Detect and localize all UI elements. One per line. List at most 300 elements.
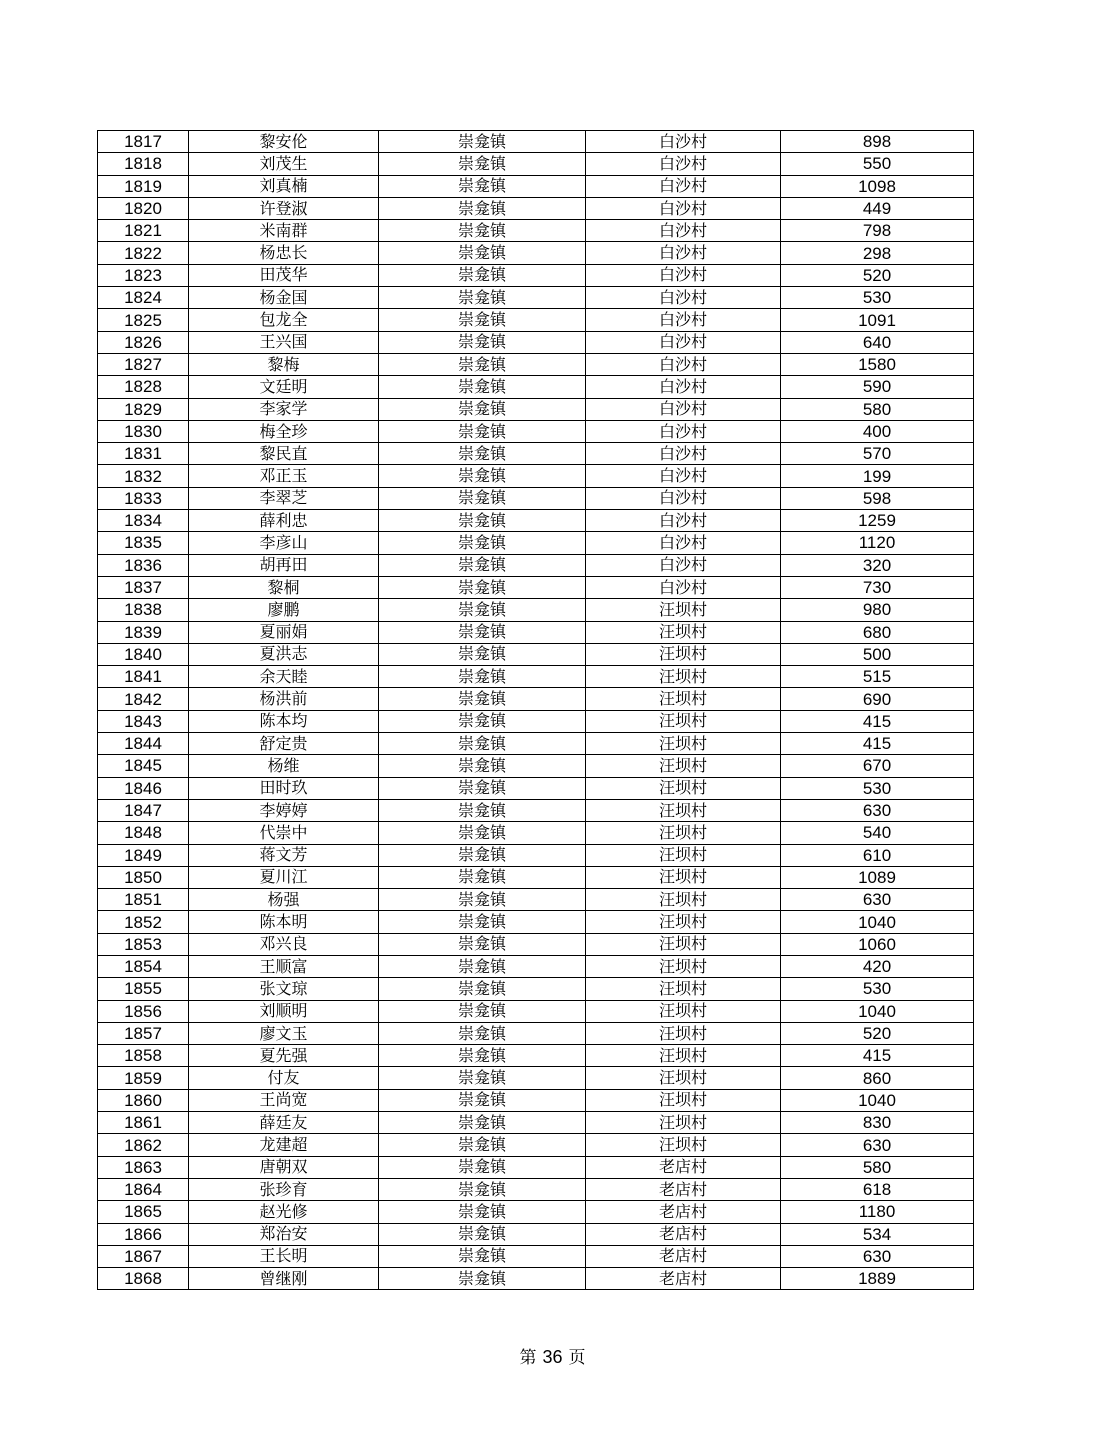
name-cell: 王尚宽 <box>189 1089 379 1111</box>
village-cell: 白沙村 <box>586 220 781 242</box>
name-cell: 曾继刚 <box>189 1268 379 1290</box>
amount-cell: 1580 <box>781 353 974 375</box>
row-number-cell: 1833 <box>98 487 189 509</box>
town-cell: 崇龛镇 <box>379 978 586 1000</box>
name-cell: 夏川江 <box>189 866 379 888</box>
amount-cell: 449 <box>781 197 974 219</box>
name-cell: 黎梅 <box>189 353 379 375</box>
name-cell: 米南群 <box>189 220 379 242</box>
page-number: 36 <box>542 1347 563 1367</box>
row-number-cell: 1845 <box>98 755 189 777</box>
row-number-cell: 1862 <box>98 1134 189 1156</box>
town-cell: 崇龛镇 <box>379 666 586 688</box>
amount-cell: 534 <box>781 1223 974 1245</box>
table-row <box>98 510 974 532</box>
row-number-cell: 1837 <box>98 576 189 598</box>
name-cell: 李翠芝 <box>189 487 379 509</box>
row-number-cell: 1855 <box>98 978 189 1000</box>
village-cell: 汪坝村 <box>586 733 781 755</box>
table-row <box>98 688 974 710</box>
village-cell: 老店村 <box>586 1178 781 1200</box>
village-cell: 汪坝村 <box>586 710 781 732</box>
amount-cell: 1091 <box>781 309 974 331</box>
town-cell: 崇龛镇 <box>379 1268 586 1290</box>
table-row <box>98 153 974 175</box>
town-cell: 崇龛镇 <box>379 487 586 509</box>
amount-cell: 1180 <box>781 1201 974 1223</box>
amount-cell: 540 <box>781 822 974 844</box>
table-row <box>98 264 974 286</box>
amount-cell: 590 <box>781 376 974 398</box>
amount-cell: 500 <box>781 643 974 665</box>
table-row <box>98 822 974 844</box>
village-cell: 汪坝村 <box>586 1089 781 1111</box>
village-cell: 白沙村 <box>586 197 781 219</box>
village-cell: 汪坝村 <box>586 666 781 688</box>
amount-cell: 1889 <box>781 1268 974 1290</box>
row-number-cell: 1829 <box>98 398 189 420</box>
footer-prefix: 第 <box>519 1348 537 1368</box>
row-number-cell: 1844 <box>98 733 189 755</box>
name-cell: 张文琼 <box>189 978 379 1000</box>
row-number-cell: 1835 <box>98 532 189 554</box>
row-number-cell: 1825 <box>98 309 189 331</box>
row-number-cell: 1853 <box>98 933 189 955</box>
table-row <box>98 933 974 955</box>
table-row <box>98 599 974 621</box>
town-cell: 崇龛镇 <box>379 844 586 866</box>
table-row <box>98 1022 974 1044</box>
table-row <box>98 1156 974 1178</box>
table-row <box>98 576 974 598</box>
amount-cell: 580 <box>781 1156 974 1178</box>
village-cell: 白沙村 <box>586 376 781 398</box>
village-cell: 白沙村 <box>586 398 781 420</box>
row-number-cell: 1824 <box>98 287 189 309</box>
town-cell: 崇龛镇 <box>379 331 586 353</box>
name-cell: 杨洪前 <box>189 688 379 710</box>
row-number-cell: 1839 <box>98 621 189 643</box>
town-cell: 崇龛镇 <box>379 911 586 933</box>
row-number-cell: 1850 <box>98 866 189 888</box>
amount-cell: 680 <box>781 621 974 643</box>
village-cell: 汪坝村 <box>586 799 781 821</box>
amount-cell: 598 <box>781 487 974 509</box>
amount-cell: 898 <box>781 131 974 153</box>
row-number-cell: 1857 <box>98 1022 189 1044</box>
row-number-cell: 1836 <box>98 554 189 576</box>
name-cell: 杨维 <box>189 755 379 777</box>
name-cell: 梅全珍 <box>189 420 379 442</box>
village-cell: 老店村 <box>586 1268 781 1290</box>
row-number-cell: 1826 <box>98 331 189 353</box>
row-number-cell: 1849 <box>98 844 189 866</box>
town-cell: 崇龛镇 <box>379 1223 586 1245</box>
town-cell: 崇龛镇 <box>379 1156 586 1178</box>
village-cell: 汪坝村 <box>586 1000 781 1022</box>
town-cell: 崇龛镇 <box>379 710 586 732</box>
amount-cell: 530 <box>781 777 974 799</box>
name-cell: 廖鹏 <box>189 599 379 621</box>
table-row <box>98 197 974 219</box>
town-cell: 崇龛镇 <box>379 443 586 465</box>
row-number-cell: 1859 <box>98 1067 189 1089</box>
village-cell: 白沙村 <box>586 353 781 375</box>
village-cell: 汪坝村 <box>586 866 781 888</box>
village-cell: 汪坝村 <box>586 1022 781 1044</box>
name-cell: 廖文玉 <box>189 1022 379 1044</box>
row-number-cell: 1847 <box>98 799 189 821</box>
amount-cell: 610 <box>781 844 974 866</box>
village-cell: 汪坝村 <box>586 621 781 643</box>
table-row <box>98 331 974 353</box>
row-number-cell: 1823 <box>98 264 189 286</box>
name-cell: 王顺富 <box>189 955 379 977</box>
row-number-cell: 1821 <box>98 220 189 242</box>
row-number-cell: 1838 <box>98 599 189 621</box>
town-cell: 崇龛镇 <box>379 510 586 532</box>
name-cell: 文廷明 <box>189 376 379 398</box>
amount-cell: 415 <box>781 1045 974 1067</box>
village-cell: 汪坝村 <box>586 755 781 777</box>
village-cell: 白沙村 <box>586 331 781 353</box>
village-cell: 老店村 <box>586 1223 781 1245</box>
name-cell: 唐朝双 <box>189 1156 379 1178</box>
town-cell: 崇龛镇 <box>379 933 586 955</box>
name-cell: 李彦山 <box>189 532 379 554</box>
village-cell: 白沙村 <box>586 443 781 465</box>
table-row <box>98 1268 974 1290</box>
name-cell: 夏先强 <box>189 1045 379 1067</box>
row-number-cell: 1818 <box>98 153 189 175</box>
name-cell: 夏洪志 <box>189 643 379 665</box>
village-cell: 汪坝村 <box>586 1134 781 1156</box>
amount-cell: 1060 <box>781 933 974 955</box>
village-cell: 白沙村 <box>586 420 781 442</box>
amount-cell: 530 <box>781 978 974 1000</box>
village-cell: 白沙村 <box>586 465 781 487</box>
table-row <box>98 733 974 755</box>
amount-cell: 1259 <box>781 510 974 532</box>
town-cell: 崇龛镇 <box>379 153 586 175</box>
name-cell: 黎民直 <box>189 443 379 465</box>
name-cell: 邓兴良 <box>189 933 379 955</box>
village-cell: 白沙村 <box>586 532 781 554</box>
table-row <box>98 755 974 777</box>
name-cell: 代崇中 <box>189 822 379 844</box>
row-number-cell: 1868 <box>98 1268 189 1290</box>
table-row <box>98 443 974 465</box>
village-cell: 汪坝村 <box>586 933 781 955</box>
row-number-cell: 1863 <box>98 1156 189 1178</box>
town-cell: 崇龛镇 <box>379 287 586 309</box>
name-cell: 王兴国 <box>189 331 379 353</box>
table-row <box>98 175 974 197</box>
town-cell: 崇龛镇 <box>379 353 586 375</box>
name-cell: 黎桐 <box>189 576 379 598</box>
name-cell: 杨金国 <box>189 287 379 309</box>
amount-cell: 640 <box>781 331 974 353</box>
name-cell: 龙建超 <box>189 1134 379 1156</box>
row-number-cell: 1866 <box>98 1223 189 1245</box>
amount-cell: 580 <box>781 398 974 420</box>
town-cell: 崇龛镇 <box>379 1045 586 1067</box>
row-number-cell: 1865 <box>98 1201 189 1223</box>
town-cell: 崇龛镇 <box>379 1245 586 1267</box>
table-row <box>98 1178 974 1200</box>
name-cell: 田时玖 <box>189 777 379 799</box>
village-cell: 汪坝村 <box>586 978 781 1000</box>
village-cell: 白沙村 <box>586 242 781 264</box>
table-row <box>98 1045 974 1067</box>
town-cell: 崇龛镇 <box>379 175 586 197</box>
amount-cell: 199 <box>781 465 974 487</box>
amount-cell: 618 <box>781 1178 974 1200</box>
table-row <box>98 1223 974 1245</box>
name-cell: 李家学 <box>189 398 379 420</box>
village-cell: 汪坝村 <box>586 599 781 621</box>
row-number-cell: 1860 <box>98 1089 189 1111</box>
town-cell: 崇龛镇 <box>379 1022 586 1044</box>
row-number-cell: 1861 <box>98 1112 189 1134</box>
name-cell: 许登淑 <box>189 197 379 219</box>
name-cell: 夏丽娟 <box>189 621 379 643</box>
row-number-cell: 1843 <box>98 710 189 732</box>
table-row <box>98 1245 974 1267</box>
amount-cell: 515 <box>781 666 974 688</box>
row-number-cell: 1858 <box>98 1045 189 1067</box>
amount-cell: 415 <box>781 733 974 755</box>
row-number-cell: 1852 <box>98 911 189 933</box>
row-number-cell: 1832 <box>98 465 189 487</box>
town-cell: 崇龛镇 <box>379 1089 586 1111</box>
table-body <box>98 131 974 1290</box>
town-cell: 崇龛镇 <box>379 955 586 977</box>
town-cell: 崇龛镇 <box>379 1112 586 1134</box>
table-row <box>98 710 974 732</box>
town-cell: 崇龛镇 <box>379 1134 586 1156</box>
town-cell: 崇龛镇 <box>379 643 586 665</box>
name-cell: 黎安伦 <box>189 131 379 153</box>
village-cell: 白沙村 <box>586 554 781 576</box>
table-row <box>98 643 974 665</box>
table-row <box>98 1000 974 1022</box>
amount-cell: 798 <box>781 220 974 242</box>
table-row <box>98 1112 974 1134</box>
village-cell: 汪坝村 <box>586 688 781 710</box>
table-row <box>98 978 974 1000</box>
name-cell: 薛廷友 <box>189 1112 379 1134</box>
row-number-cell: 1846 <box>98 777 189 799</box>
village-cell: 老店村 <box>586 1156 781 1178</box>
row-number-cell: 1828 <box>98 376 189 398</box>
village-cell: 白沙村 <box>586 309 781 331</box>
name-cell: 李婷婷 <box>189 799 379 821</box>
page-footer <box>0 1343 1105 1368</box>
town-cell: 崇龛镇 <box>379 420 586 442</box>
name-cell: 王长明 <box>189 1245 379 1267</box>
name-cell: 付友 <box>189 1067 379 1089</box>
amount-cell: 1040 <box>781 911 974 933</box>
table-row <box>98 777 974 799</box>
town-cell: 崇龛镇 <box>379 889 586 911</box>
amount-cell: 980 <box>781 599 974 621</box>
name-cell: 刘顺明 <box>189 1000 379 1022</box>
table-row <box>98 1067 974 1089</box>
amount-cell: 520 <box>781 1022 974 1044</box>
row-number-cell: 1830 <box>98 420 189 442</box>
name-cell: 刘茂生 <box>189 153 379 175</box>
name-cell: 胡再田 <box>189 554 379 576</box>
name-cell: 陈本明 <box>189 911 379 933</box>
name-cell: 包龙全 <box>189 309 379 331</box>
town-cell: 崇龛镇 <box>379 733 586 755</box>
village-cell: 汪坝村 <box>586 643 781 665</box>
amount-cell: 630 <box>781 1134 974 1156</box>
row-number-cell: 1820 <box>98 197 189 219</box>
name-cell: 郑治安 <box>189 1223 379 1245</box>
name-cell: 赵光修 <box>189 1201 379 1223</box>
town-cell: 崇龛镇 <box>379 822 586 844</box>
town-cell: 崇龛镇 <box>379 398 586 420</box>
amount-cell: 415 <box>781 710 974 732</box>
town-cell: 崇龛镇 <box>379 755 586 777</box>
table-row <box>98 487 974 509</box>
table-row <box>98 889 974 911</box>
village-cell: 白沙村 <box>586 175 781 197</box>
amount-cell: 570 <box>781 443 974 465</box>
village-cell: 汪坝村 <box>586 1045 781 1067</box>
village-cell: 老店村 <box>586 1245 781 1267</box>
town-cell: 崇龛镇 <box>379 264 586 286</box>
amount-cell: 1040 <box>781 1089 974 1111</box>
table-row <box>98 532 974 554</box>
village-cell: 白沙村 <box>586 510 781 532</box>
amount-cell: 670 <box>781 755 974 777</box>
table-row <box>98 131 974 153</box>
amount-cell: 1120 <box>781 532 974 554</box>
table-row <box>98 799 974 821</box>
town-cell: 崇龛镇 <box>379 465 586 487</box>
town-cell: 崇龛镇 <box>379 376 586 398</box>
town-cell: 崇龛镇 <box>379 599 586 621</box>
town-cell: 崇龛镇 <box>379 242 586 264</box>
village-cell: 汪坝村 <box>586 844 781 866</box>
name-cell: 杨强 <box>189 889 379 911</box>
table-row <box>98 866 974 888</box>
town-cell: 崇龛镇 <box>379 799 586 821</box>
table-row <box>98 911 974 933</box>
town-cell: 崇龛镇 <box>379 866 586 888</box>
village-cell: 白沙村 <box>586 131 781 153</box>
name-cell: 陈本均 <box>189 710 379 732</box>
town-cell: 崇龛镇 <box>379 197 586 219</box>
table-row <box>98 554 974 576</box>
table-row <box>98 398 974 420</box>
amount-cell: 420 <box>781 955 974 977</box>
town-cell: 崇龛镇 <box>379 309 586 331</box>
table-row <box>98 287 974 309</box>
row-number-cell: 1856 <box>98 1000 189 1022</box>
amount-cell: 1089 <box>781 866 974 888</box>
name-cell: 田茂华 <box>189 264 379 286</box>
row-number-cell: 1848 <box>98 822 189 844</box>
amount-cell: 630 <box>781 1245 974 1267</box>
amount-cell: 630 <box>781 799 974 821</box>
village-cell: 汪坝村 <box>586 911 781 933</box>
data-table <box>97 130 974 1290</box>
table-row <box>98 1134 974 1156</box>
row-number-cell: 1831 <box>98 443 189 465</box>
town-cell: 崇龛镇 <box>379 688 586 710</box>
row-number-cell: 1822 <box>98 242 189 264</box>
amount-cell: 298 <box>781 242 974 264</box>
amount-cell: 320 <box>781 554 974 576</box>
footer-suffix: 页 <box>568 1348 586 1368</box>
row-number-cell: 1817 <box>98 131 189 153</box>
amount-cell: 400 <box>781 420 974 442</box>
row-number-cell: 1827 <box>98 353 189 375</box>
row-number-cell: 1840 <box>98 643 189 665</box>
name-cell: 余天睦 <box>189 666 379 688</box>
village-cell: 白沙村 <box>586 576 781 598</box>
table-row <box>98 309 974 331</box>
village-cell: 汪坝村 <box>586 955 781 977</box>
name-cell: 刘真楠 <box>189 175 379 197</box>
row-number-cell: 1842 <box>98 688 189 710</box>
table-row <box>98 1201 974 1223</box>
table-row <box>98 1089 974 1111</box>
amount-cell: 730 <box>781 576 974 598</box>
table-row <box>98 420 974 442</box>
row-number-cell: 1834 <box>98 510 189 532</box>
table-row <box>98 465 974 487</box>
town-cell: 崇龛镇 <box>379 1201 586 1223</box>
name-cell: 舒定贵 <box>189 733 379 755</box>
table-row <box>98 666 974 688</box>
amount-cell: 860 <box>781 1067 974 1089</box>
amount-cell: 550 <box>781 153 974 175</box>
amount-cell: 690 <box>781 688 974 710</box>
village-cell: 汪坝村 <box>586 889 781 911</box>
village-cell: 白沙村 <box>586 287 781 309</box>
name-cell: 邓正玉 <box>189 465 379 487</box>
town-cell: 崇龛镇 <box>379 532 586 554</box>
town-cell: 崇龛镇 <box>379 621 586 643</box>
town-cell: 崇龛镇 <box>379 777 586 799</box>
amount-cell: 1040 <box>781 1000 974 1022</box>
row-number-cell: 1854 <box>98 955 189 977</box>
table-row <box>98 376 974 398</box>
table-row <box>98 621 974 643</box>
name-cell: 蒋文芳 <box>189 844 379 866</box>
town-cell: 崇龛镇 <box>379 1000 586 1022</box>
amount-cell: 1098 <box>781 175 974 197</box>
town-cell: 崇龛镇 <box>379 1067 586 1089</box>
village-cell: 老店村 <box>586 1201 781 1223</box>
amount-cell: 530 <box>781 287 974 309</box>
village-cell: 白沙村 <box>586 264 781 286</box>
town-cell: 崇龛镇 <box>379 220 586 242</box>
name-cell: 薛利忠 <box>189 510 379 532</box>
village-cell: 汪坝村 <box>586 1067 781 1089</box>
table-row <box>98 220 974 242</box>
town-cell: 崇龛镇 <box>379 1178 586 1200</box>
row-number-cell: 1864 <box>98 1178 189 1200</box>
amount-cell: 520 <box>781 264 974 286</box>
village-cell: 汪坝村 <box>586 1112 781 1134</box>
town-cell: 崇龛镇 <box>379 131 586 153</box>
